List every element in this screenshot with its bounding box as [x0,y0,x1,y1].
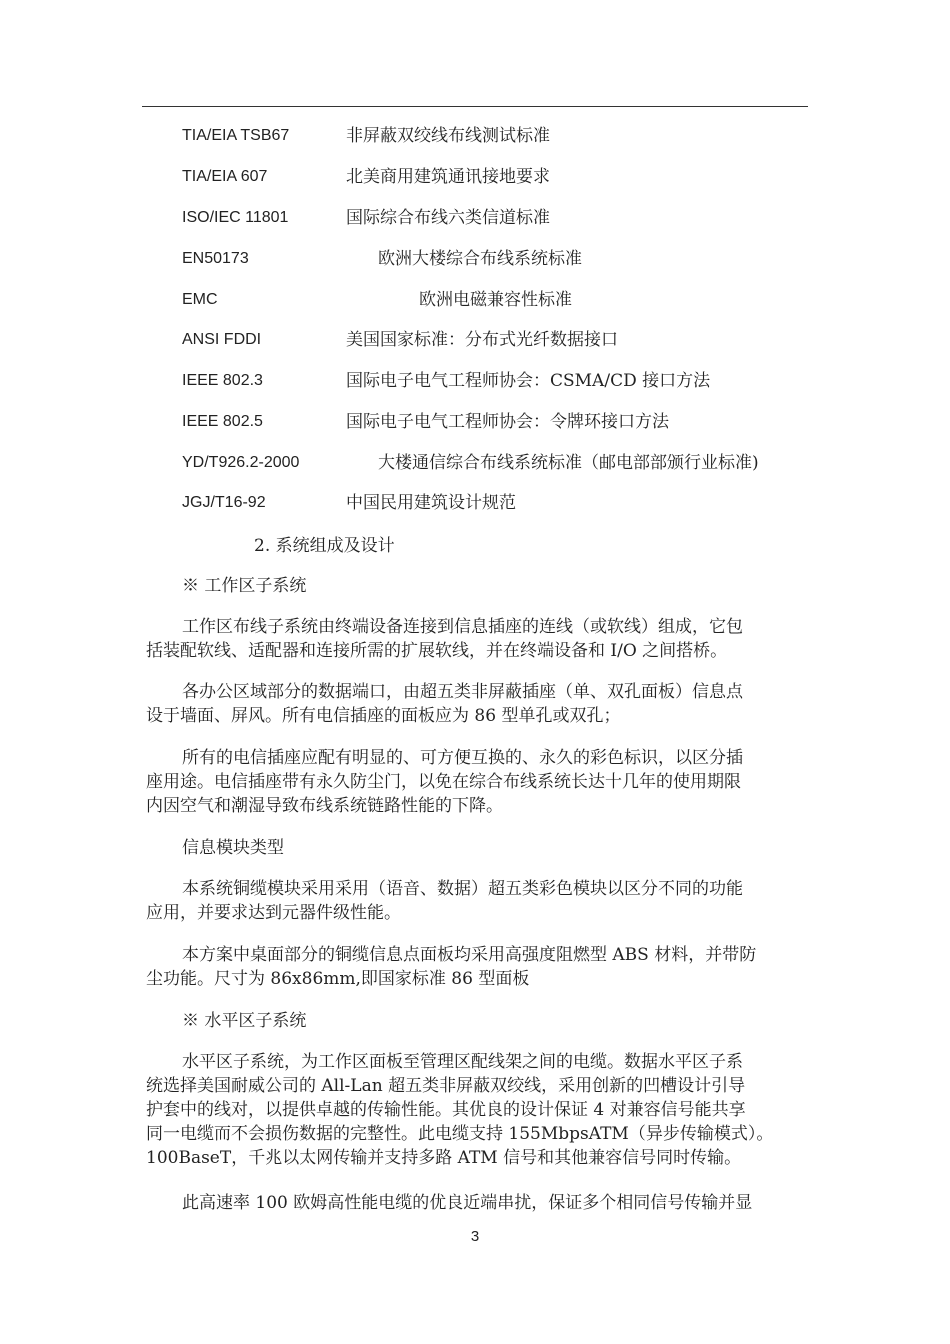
paragraph-line: 此高速率 100 欧姆高性能电缆的优良近端串扰，保证多个相同信号传输并显 [182,1193,753,1213]
standard-desc: 非屏蔽双绞线布线测试标准 [346,126,550,146]
paragraph-line: 所有的电信插座应配有明显的、可方便互换的、永久的彩色标识，以区分插 [182,748,743,768]
standard-code: EN50173 [182,250,249,267]
paragraph-line: 尘功能。尺寸为 86x86mm,即国家标准 86 型面板 [146,969,530,989]
horizontal-heading: ※ 水平区子系统 [182,1011,307,1031]
section-heading: 2. 系统组成及设计 [254,536,395,556]
standard-row [0,246,950,272]
paragraph-line: 设于墙面、屏风。所有电信插座的面板应为 86 型单孔或双孔； [146,706,621,726]
standard-code: ISO/IEC 11801 [182,209,289,226]
standard-desc: 大楼通信综合布线系统标准（邮电部部颁行业标准) [378,453,759,473]
work-area-paragraph-1 [146,615,808,663]
standard-row [0,287,950,313]
standard-desc: 美国国家标准：分布式光纤数据接口 [346,330,618,350]
paragraph-line: 护套中的线对，以提供卓越的传输性能。其优良的设计保证 4 对兼容信号能共享 [146,1100,746,1120]
paragraph-line: 本方案中桌面部分的铜缆信息点面板均采用高强度阻燃型 ABS 材料，并带防 [182,945,757,965]
paragraph-line: 100BaseT，千兆以太网传输并支持多路 ATM 信号和其他兼容信号同时传输。 [146,1148,742,1168]
standard-desc: 国际电子电气工程师协会：CSMA/CD 接口方法 [346,371,711,391]
paragraph-line: 工作区布线子系统由终端设备连接到信息插座的连线（或软线）组成，它包 [182,617,743,637]
work-area-paragraph-3 [146,746,808,818]
standard-row [0,327,950,353]
work-area-heading: ※ 工作区子系统 [182,576,307,596]
standard-row [0,450,950,476]
standard-row [0,490,950,516]
standard-row [0,123,950,149]
standard-desc: 中国民用建筑设计规范 [346,493,516,513]
standard-desc: 国际综合布线六类信道标准 [346,208,550,228]
paragraph-line: 座用途。电信插座带有永久防尘门，以免在综合布线系统长达十几年的使用期限 [146,772,741,792]
module-type-paragraph-1 [146,877,808,925]
paragraph-line: 各办公区域部分的数据端口，由超五类非屏蔽插座（单、双孔面板）信息点 [182,682,743,702]
horizontal-paragraph-1 [146,1050,808,1170]
standard-desc: 欧洲电磁兼容性标准 [419,290,572,310]
standard-row [0,164,950,190]
standard-code: JGJ/T16-92 [182,494,266,511]
standard-desc: 北美商用建筑通讯接地要求 [346,167,550,187]
module-type-heading: 信息模块类型 [182,838,284,858]
header-rule [142,106,808,107]
standard-row [0,368,950,394]
standard-code: YD/T926.2-2000 [182,454,300,471]
standard-desc: 国际电子电气工程师协会：令牌环接口方法 [346,412,669,432]
paragraph-line: 内因空气和潮湿导致布线系统链路性能的下降。 [146,796,503,816]
paragraph-line: 统选择美国耐威公司的 All-Lan 超五类非屏蔽双绞线，采用创新的凹槽设计引导 [146,1076,746,1096]
paragraph-line: 水平区子系统，为工作区面板至管理区配线架之间的电缆。数据水平区子系 [182,1052,743,1072]
standard-desc: 欧洲大楼综合布线系统标准 [378,249,582,269]
standard-code: IEEE 802.5 [182,413,263,430]
standard-code: TIA/EIA TSB67 [182,127,290,144]
paragraph-line: 本系统铜缆模块采用采用（语音、数据）超五类彩色模块以区分不同的功能 [182,879,743,899]
page-number: 3 [470,1228,480,1245]
module-type-paragraph-2 [146,943,808,991]
paragraph-line: 同一电缆而不会损伤数据的完整性。此电缆支持 155MbpsATM（异步传输模式）。 [146,1124,774,1144]
standard-code: ANSI FDDI [182,331,262,348]
standard-code: TIA/EIA 607 [182,168,268,185]
standard-row [0,409,950,435]
standard-code: IEEE 802.3 [182,372,263,389]
standard-row [0,205,950,231]
paragraph-line: 应用，并要求达到元器件级性能。 [146,903,401,923]
paragraph-line: 括装配软线、适配器和连接所需的扩展软线，并在终端设备和 I/O 之间搭桥。 [146,641,728,661]
standard-code: EMC [182,291,218,308]
horizontal-paragraph-2 [146,1191,808,1215]
work-area-paragraph-2 [146,680,808,728]
